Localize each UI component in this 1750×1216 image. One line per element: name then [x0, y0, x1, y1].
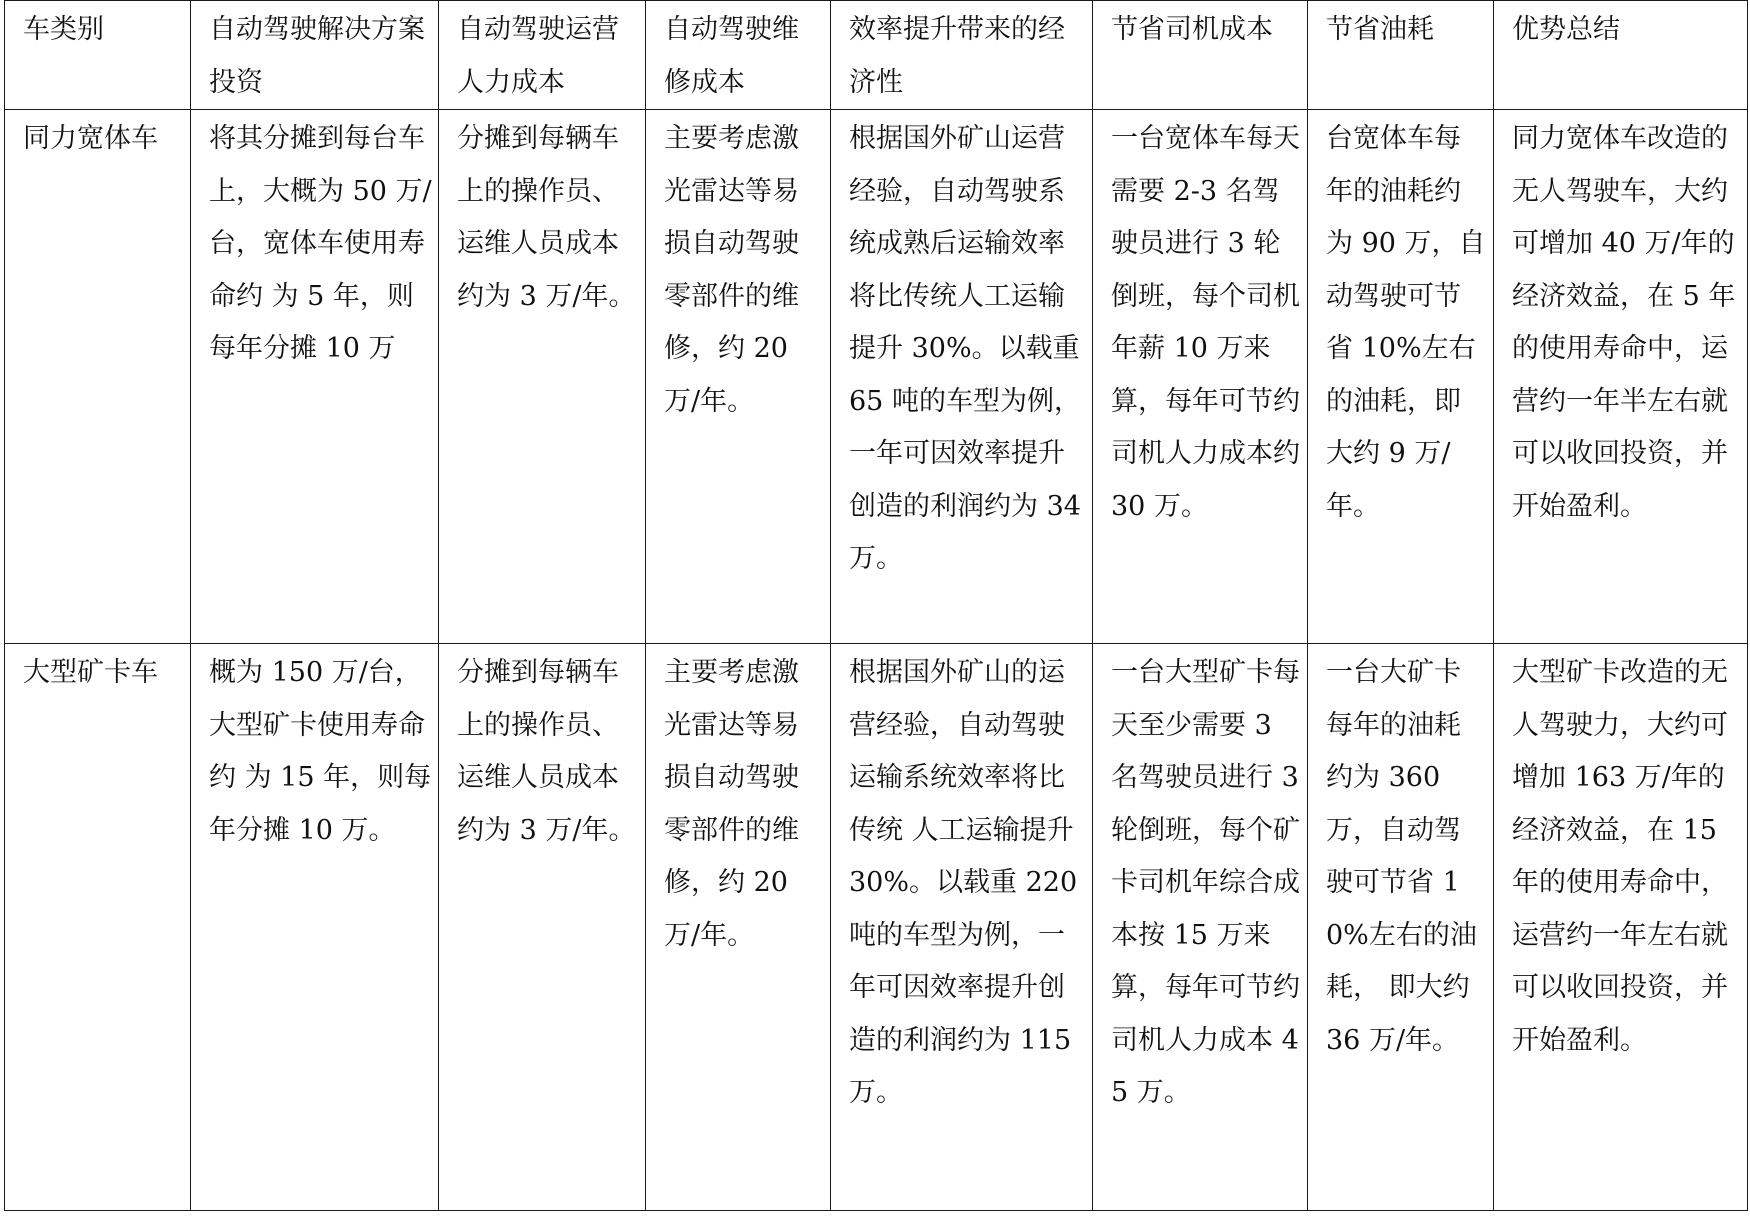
cell-investment: 概为 150 万/台，大型矿卡使用寿命约 为 15 年，则每年分摊 10 万。: [191, 644, 439, 1211]
header-maintenance-cost: 自动驾驶维修成本: [646, 1, 831, 110]
cell-maintenance-cost: 主要考虑激光雷达等易损自动驾驶零部件的维修，约 20 万/年。: [646, 644, 831, 1211]
cell-investment: 将其分摊到每台车上，大概为 50 万/台，宽体车使用寿命约 为 5 年，则每年分摊 10 万: [191, 110, 439, 644]
header-summary: 优势总结: [1494, 1, 1748, 110]
cell-summary: 大型矿卡改造的无人驾驶力，大约可增加 163 万/年的经济效益，在 15 年的使用寿命中，运营约一年左右就可以收回投资，并开始盈利。: [1494, 644, 1748, 1211]
header-driver-savings: 节省司机成本: [1093, 1, 1308, 110]
cell-labor-cost: 分摊到每辆车上的操作员、运维人员成本约为 3 万/年。: [439, 644, 646, 1211]
header-fuel-savings: 节省油耗: [1308, 1, 1494, 110]
table-row: [5, 110, 1748, 644]
cell-efficiency: 根据国外矿山的运营经验，自动驾驶运输系统效率将比传统 人工运输提升 30%。以载重 220 吨的车型为例，一年可因效率提升创造的利润约为 115 万。: [831, 644, 1093, 1211]
cell-driver-savings: 一台宽体车每天需要 2-3 名驾驶员进行 3 轮倒班，每个司机年薪 10 万来算，每年可节约司机人力成本约 30 万。: [1093, 110, 1308, 644]
table-row: [5, 644, 1748, 1211]
header-investment: 自动驾驶解决方案投资: [191, 1, 439, 110]
cell-fuel-savings: 台宽体车每年的油耗约为 90 万，自动驾驶可节省 10%左右的油耗，即大约 9 万/年。: [1308, 110, 1494, 644]
cell-vehicle-type: 大型矿卡车: [5, 644, 191, 1211]
cell-maintenance-cost: 主要考虑激光雷达等易损自动驾驶零部件的维修，约 20 万/年。: [646, 110, 831, 644]
cell-efficiency: 根据国外矿山运营经验，自动驾驶系统成熟后运输效率将比传统人工运输提升 30%。以载重 65 吨的车型为例，一年可因效率提升创造的利润约为 34 万。: [831, 110, 1093, 644]
cell-vehicle-type: 同力宽体车: [5, 110, 191, 644]
cell-labor-cost: 分摊到每辆车上的操作员、运维人员成本约为 3 万/年。: [439, 110, 646, 644]
comparison-table: [4, 0, 1748, 1211]
header-labor-cost: 自动驾驶运营人力成本: [439, 1, 646, 110]
cell-driver-savings: 一台大型矿卡每天至少需要 3 名驾驶员进行 3 轮倒班，每个矿卡司机年综合成本按 15 万来算，每年可节约司机人力成本 45 万。: [1093, 644, 1308, 1211]
header-row: [5, 1, 1748, 110]
header-efficiency: 效率提升带来的经济性: [831, 1, 1093, 110]
header-vehicle-type: 车类别: [5, 1, 191, 110]
cell-fuel-savings: 一台大矿卡每年的油耗约为 360 万，自动驾驶可节省 10%左右的油耗， 即大约 36 万/年。: [1308, 644, 1494, 1211]
cell-summary: 同力宽体车改造的无人驾驶车，大约可增加 40 万/年的经济效益，在 5 年的使用寿命中，运营约一年半左右就可以收回投资，并开始盈利。: [1494, 110, 1748, 644]
